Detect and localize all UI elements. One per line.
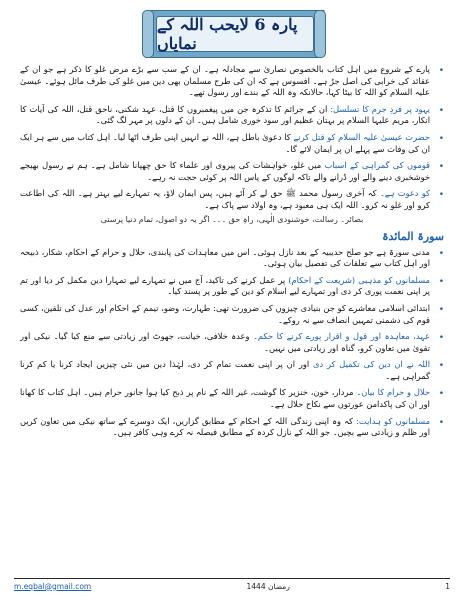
paragraph-highlight: حلال و حرام کا بیان۔ (356, 387, 430, 398)
paragraph (20, 104, 444, 127)
paragraph-text: وعدہ خلافی، خیانت، جھوٹ اور زیادتی سے منع کیا گیا۔ نیکی اور تقویٰ میں تعاون کرو، گناہ اور زیادتی میں نہیں۔ (20, 331, 430, 353)
paragraph-text: مدنی سورۃ ہے جو صلح حدیبیہ کے بعد نازل ہوئی۔ اس میں معاہدات کی پابندی، حلال و حرام کے احکام، شکار، ذبیحہ اور اہل کتاب سے تعلقات کی تفصیل بیان ہوئی۔ (20, 246, 430, 269)
footer-page-number: 1 (445, 581, 450, 591)
paragraph (20, 188, 444, 211)
paragraph (20, 275, 444, 298)
section-heading: سورۃ المائدۃ (382, 229, 444, 243)
title-banner (148, 10, 320, 56)
paragraph-text: مردار، خون، خنزیر کا گوشت، غیر اللہ کے نام پر ذبح کیا ہوا جانور حرام ہیں۔ اہل کتاب کا کھانا اور ان کی پاکدامن عورتوں سے نکاح حلال ہے۔ (20, 387, 430, 410)
signature-line: بصائر۔ رسالت، خوشنودی الٰہی، راہِ حق ۔۔۔ اگر یہ دو اصول، تمام دنیا پرستی (100, 214, 364, 224)
bullet-icon: • (438, 190, 444, 201)
paragraph (20, 247, 444, 270)
paragraph (20, 303, 444, 326)
banner-title: پارہ 6 لایحب اللہ کے نمایاں (156, 16, 314, 52)
bullet-icon: • (438, 389, 444, 400)
banner-left-roll (142, 10, 154, 58)
paragraph-text: اور ان پر اپنی نعمت تمام کر دی، لہٰذا دین میں نئی چیزیں ایجاد کرنا یا کم کرنا گمراہی ہے۔ (20, 359, 430, 381)
paragraph-text: کہ وہ اپنی زندگی اللہ کے احکام کے مطابق گزاریں، ایک دوسرے کے ساتھ نیکی میں تعاون کریں اور ظلم و زیادتی سے بچیں۔ جو اللہ کے نازل کردہ کے مطابق فیصلہ نہ کرے وہی کافر ہیں۔ (20, 415, 430, 438)
paragraph (20, 160, 444, 183)
bullet-icon: • (438, 304, 444, 315)
paragraph (20, 64, 444, 99)
footer-month: رمضان 1444 (246, 581, 290, 591)
paragraph-text: ان کے جرائم کا تذکرہ جن میں پیغمبروں کا قتل، عہد شکنی، ناحق قتل، اللہ کی آیات کا انکار، مریم علیہا السلام پر بہتان عظیم اور سود خوری شامل ہیں۔ ان کے دلوں پر مہر لگ گئی۔ (20, 103, 430, 126)
bullet-icon: • (438, 276, 444, 287)
paragraph-text: میں غلو، خواہشات کی پیروی اور علماء کا حق چھپانا شامل ہے۔ ہم نے رسول بھیجے خوشخبری دینے والے اور ڈرانے والے تاکہ لوگوں کے پاس اللہ پر کوئی حجت نہ رہے۔ (20, 160, 430, 182)
bullet-icon: • (438, 66, 444, 76)
paragraph-text: کا دعویٰ باطل ہے، اللہ نے انہیں اپنی طرف اٹھا لیا۔ اہل کتاب میں سے ہر ایک ان کی وفات سے پہلے ان پر ایمان لائے گا۔ (20, 131, 430, 154)
footer-email[interactable]: m.eqbal@gmail.com (14, 581, 92, 591)
paragraph-text: کہ آخری رسول محمد ﷺ حق لے کر آئے ہیں، پس ایمان لاؤ، یہ تمہارے لیے بہتر ہے۔ اللہ کی اطاعت کرو اور غلو نہ کرو۔ اللہ ایک ہی معبود ہے، وہ اولاد سے پاک ہے۔ (20, 188, 430, 210)
paragraph-text: پارے کے شروع میں اہل کتاب بالخصوص نصاریٰ سے مجادلہ ہے۔ ان کے سب سے بڑے مرض غلو کا ذکر ہے جو ان کے عقائد کی خرابی کی اصل جڑ ہے۔ افسوس ہے کہ ان کی طرح مسلمان بھی دین میں غلو کی طرف مائل ہوئے۔ عیسیٰ علیہ السلام کو اللہ کا بیٹا کہا، حالانکہ وہ اللہ کے بندے اور رسول تھے۔ (20, 64, 430, 98)
paragraph-highlight: مسلمانوں کو مذہبی (شریعت کے احکام) (288, 274, 430, 285)
paragraph-text: ابتدائی اسلامی معاشرے کو جن بنیادی چیزوں کی ضرورت تھی: طہارت، وضو، تیمم کے احکام اور عدل کی تلقین، کسی قوم کی دشمنی تمہیں انصاف سے نہ روکے۔ (20, 302, 430, 325)
paragraph (20, 416, 444, 439)
paragraph-text: پر عمل کرنے کی تاکید، آج میں نے تمہارے لیے تمہارا دین مکمل کر دیا اور تم پر اپنی نعمت پوری کر دی اور تمہارے لیے اسلام کو دین کے طور پر پسند کیا۔ (20, 274, 430, 297)
bullet-icon: • (438, 417, 444, 428)
paragraph-highlight: مسلمانوں کو ہدایت: (356, 415, 431, 426)
paragraph (20, 387, 444, 410)
paragraph-highlight: اللہ نے ان دین کی تکمیل کر دی (312, 359, 431, 370)
paragraph (20, 359, 444, 382)
bullet-icon: • (438, 361, 444, 372)
paragraph (20, 331, 444, 354)
page-footer (14, 578, 450, 593)
bullet-icon: • (438, 105, 444, 116)
bullet-icon: • (438, 333, 444, 344)
bullet-icon: • (438, 248, 444, 259)
paragraph-highlight: حضرت عیسیٰ علیہ السلام کو قتل کرنے (293, 131, 431, 142)
main-content (20, 64, 444, 444)
paragraph-highlight: عہد، معاہدہ اور قول و اقرار پورے کرنے کا حکم۔ (253, 331, 430, 342)
bullet-icon: • (438, 162, 444, 173)
banner-right-roll (314, 10, 326, 58)
paragraph-highlight: یہود پر فردِ جرم کا تسلسل: (330, 103, 430, 114)
bullet-icon: • (438, 133, 444, 144)
paragraph (20, 132, 444, 155)
paragraph-highlight: قوموں کی گمراہی کے اسباب (324, 160, 431, 171)
paragraph-highlight: کو دعوت ہے۔ (379, 188, 430, 199)
